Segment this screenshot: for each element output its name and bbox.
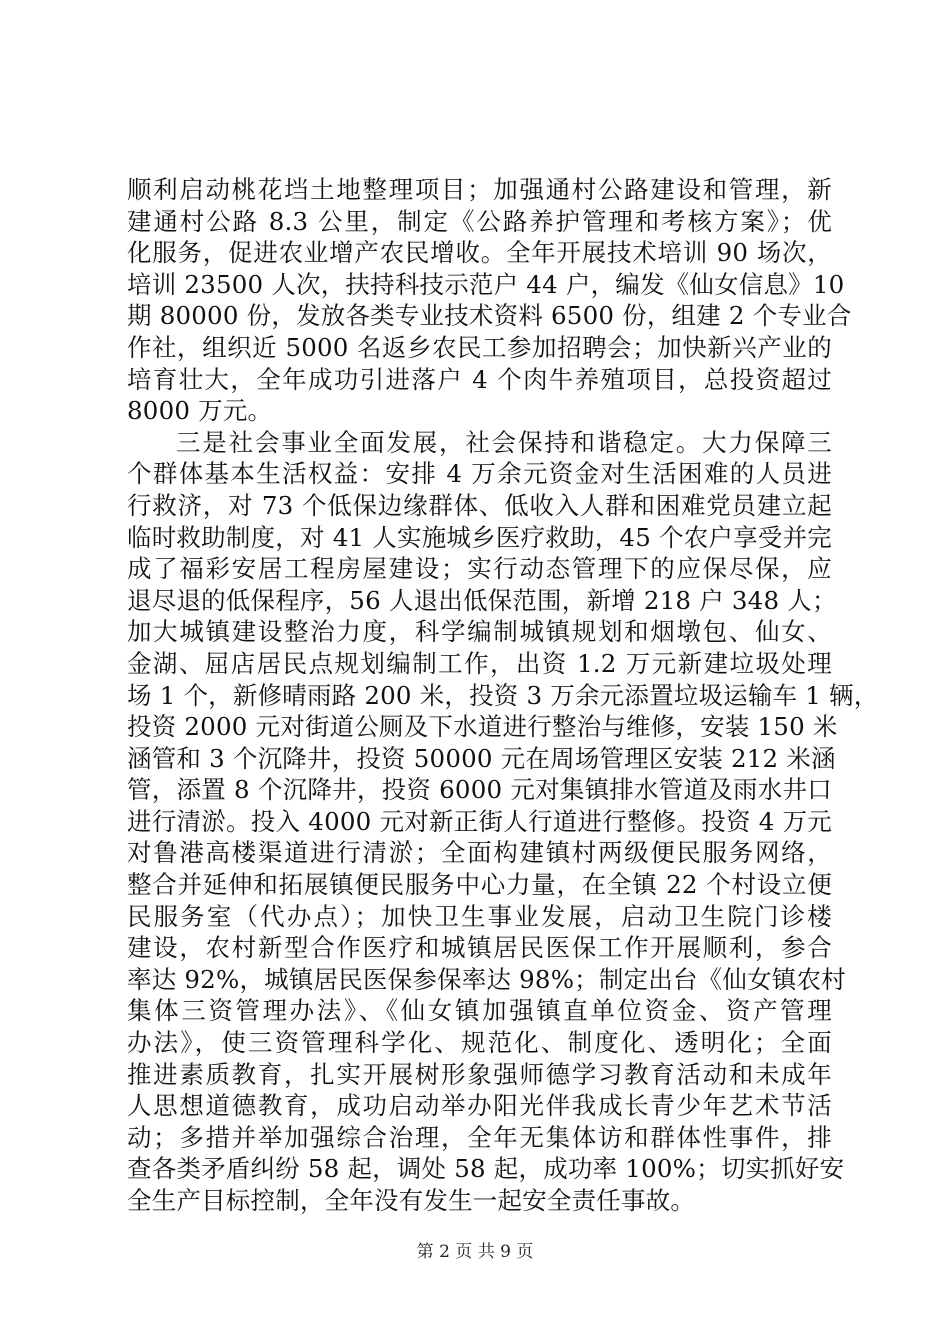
text-line: 投资 2000 元对街道公厕及下水道进行整治与维修，安装 150 米 xyxy=(127,712,838,742)
text-line: 涵管和 3 个沉降井，投资 50000 元在周场管理区安装 212 米涵 xyxy=(127,743,836,773)
text-line: 人思想道德教育，成功启动举办阳光伴我成长青少年艺术节活 xyxy=(127,1091,832,1121)
text-line: 率达 92%，城镇居民医保参保率达 98%；制定出台《仙女镇农村 xyxy=(127,964,846,994)
text-line: 成了福彩安居工程房屋建设；实行动态管理下的应保尽保，应 xyxy=(127,554,832,584)
text-line: 整合并延伸和拓展镇便民服务中心力量，在全镇 22 个村设立便 xyxy=(127,870,832,900)
text-line: 对鲁港高楼渠道进行清淤；全面构建镇村两级便民服务网络， xyxy=(127,838,832,868)
text-line: 管，添置 8 个沉降井，投资 6000 元对集镇排水管道及雨水井口 xyxy=(127,775,832,805)
text-line: 进行清淤。投入 4000 元对新正街人行道进行整修。投资 4 万元 xyxy=(127,806,832,836)
text-line: 建设，农村新型合作医疗和城镇居民医保工作开展顺利，参合 xyxy=(127,933,832,963)
text-line: 行救济，对 73 个低保边缘群体、低收入人群和困难党员建立起 xyxy=(127,490,832,520)
text-line: 全生产目标控制，全年没有发生一起安全责任事故。 xyxy=(127,1186,696,1215)
text-line: 退尽退的低保程序，56 人退出低保范围，新增 218 户 348 人； xyxy=(127,585,837,615)
text-line: 场 1 个，新修晴雨路 200 米，投资 3 万余元添置垃圾运输车 1 辆， xyxy=(127,680,879,710)
text-line: 金湖、屈店居民点规划编制工作，出资 1.2 万元新建垃圾处理 xyxy=(127,648,832,678)
text-line: 推进素质教育，扎实开展树形象强师德学习教育活动和未成年 xyxy=(127,1059,832,1089)
text-line: 个群体基本生活权益：安排 4 万余元资金对生活困难的人员进 xyxy=(127,459,832,489)
text-line: 期 80000 份，发放各类专业技术资料 6500 份，组建 2 个专业合 xyxy=(127,301,852,331)
text-line: 顺利启动桃花垱土地整理项目；加强通村公路建设和管理，新 xyxy=(127,175,832,204)
text-line: 化服务，促进农业增产农民增收。全年开展技术培训 90 场次， xyxy=(127,238,832,268)
text-line: 三是社会事业全面发展，社会保持和谐稳定。大力保障三 xyxy=(176,427,832,457)
text-line: 办法》，使三资管理科学化、规范化、制度化、透明化；全面 xyxy=(127,1028,832,1058)
paragraph-1 xyxy=(127,174,852,427)
text-line: 动；多措并举加强综合治理，全年无集体访和群体性事件，排 xyxy=(127,1122,832,1152)
page-number: 第 2 页 共 9 页 xyxy=(416,1242,534,1262)
text-line: 加大城镇建设整治力度，科学编制城镇规划和烟墩包、仙女、 xyxy=(127,617,832,647)
text-line: 集体三资管理办法》、《仙女镇加强镇直单位资金、资产管理 xyxy=(127,996,832,1026)
page-footer xyxy=(0,1241,950,1263)
text-line: 8000 万元。 xyxy=(127,396,273,426)
paragraph-2 xyxy=(127,427,879,1217)
text-line: 培育壮大，全年成功引进落户 4 个肉牛养殖项目，总投资超过 xyxy=(127,364,832,394)
text-line: 民服务室（代办点）；加快卫生事业发展，启动卫生院门诊楼 xyxy=(127,901,832,931)
text-line: 作社，组织近 5000 名返乡农民工参加招聘会；加快新兴产业的 xyxy=(127,332,832,362)
text-line: 查各类矛盾纠纷 58 起，调处 58 起，成功率 100%；切实抓好安 xyxy=(127,1154,845,1184)
text-line: 临时救助制度，对 41 人实施城乡医疗救助，45 个农户享受并完 xyxy=(127,522,832,552)
body-text xyxy=(127,174,879,1217)
text-line: 培训 23500 人次，扶持科技示范户 44 户，编发《仙女信息》10 xyxy=(127,269,845,299)
text-line: 建通村公路 8.3 公里，制定《公路养护管理和考核方案》；优 xyxy=(127,206,832,236)
